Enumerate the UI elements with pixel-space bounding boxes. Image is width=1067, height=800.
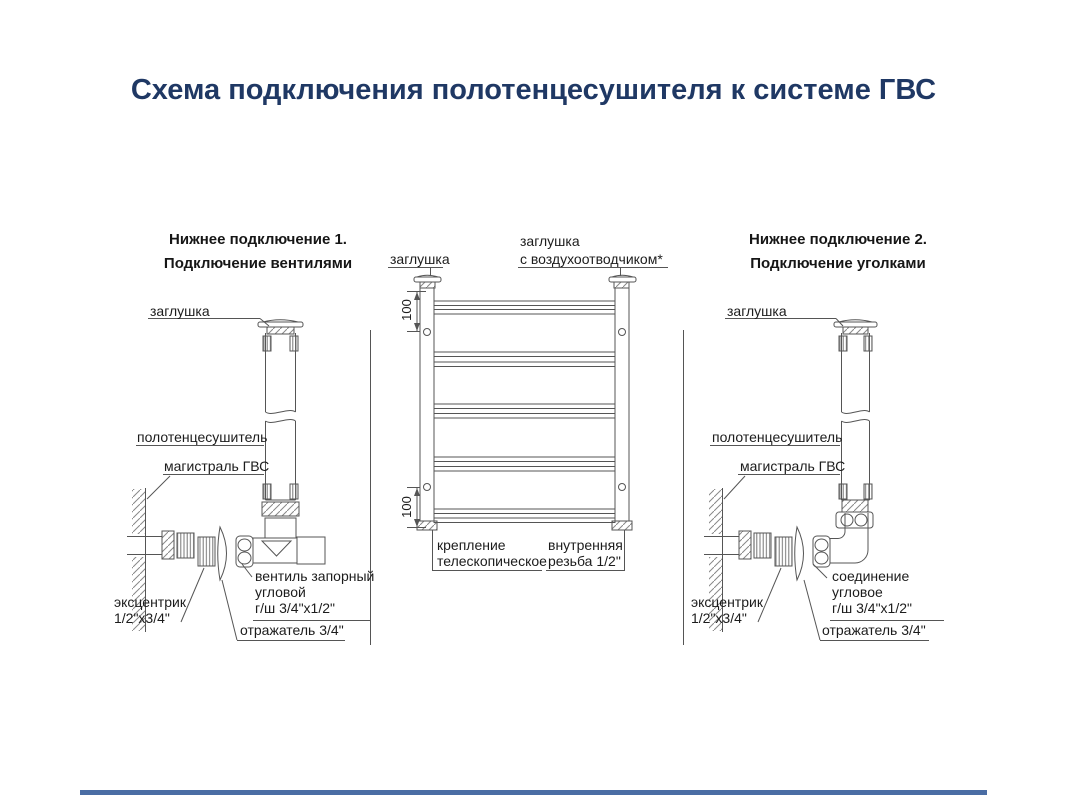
right-cap-label: заглушка — [727, 303, 787, 319]
right-header-line1: Нижнее подключение 2. — [749, 231, 927, 248]
right-header-line2: Подключение уголками — [750, 255, 926, 272]
right-eccentric-label-line1: эксцентрик — [691, 594, 763, 610]
middle-mount-label-line2: телескопическое — [437, 553, 547, 569]
right-union-label-line3: г/ш 3/4"x1/2" — [832, 600, 912, 616]
middle-mount-label-line1: крепление — [437, 537, 506, 553]
right-union-label-line1: соединение — [832, 568, 910, 584]
middle-airvent-label-line1: заглушка — [520, 233, 580, 249]
right-reflector-label: отражатель 3/4" — [822, 622, 926, 638]
towel-rail-ladder — [388, 268, 668, 571]
left-valve-label-line1: вентиль запорный — [255, 568, 375, 584]
right-eccentric-label-line2: 1/2"x3/4" — [691, 610, 747, 626]
left-reflector-label: отражатель 3/4" — [240, 622, 344, 638]
right-union-label-line2: угловое — [832, 584, 883, 600]
left-valve-label-line2: угловой — [255, 584, 306, 600]
left-hws-main-label: магистраль ГВС — [164, 458, 270, 474]
middle-cap-label: заглушка — [390, 251, 450, 267]
left-towel-rail-label: полотенцесушитель — [137, 429, 268, 445]
right-hws-main-label: магистраль ГВС — [740, 458, 846, 474]
page-title: Схема подключения полотенцесушителя к системе ГВС — [130, 74, 937, 106]
footer-accent-bar — [80, 790, 987, 795]
left-eccentric-label-line1: эксцентрик — [114, 594, 186, 610]
dimension-100-top: 100 — [399, 299, 414, 321]
middle-thread-label-line1: внутренняя — [548, 537, 623, 553]
dimension-100-bottom: 100 — [399, 496, 414, 518]
right-towel-rail-label: полотенцесушитель — [712, 429, 843, 445]
left-valve-label-line3: г/ш 3/4"x1/2" — [255, 600, 335, 616]
left-header-line1: Нижнее подключение 1. — [169, 231, 347, 248]
left-eccentric-label-line2: 1/2"x3/4" — [114, 610, 170, 626]
middle-airvent-label-line2: с воздухоотводчиком* — [520, 251, 663, 267]
left-header-line2: Подключение вентилями — [163, 255, 353, 272]
middle-thread-label-line2: резьба 1/2" — [548, 553, 621, 569]
left-cap-label: заглушка — [150, 303, 210, 319]
